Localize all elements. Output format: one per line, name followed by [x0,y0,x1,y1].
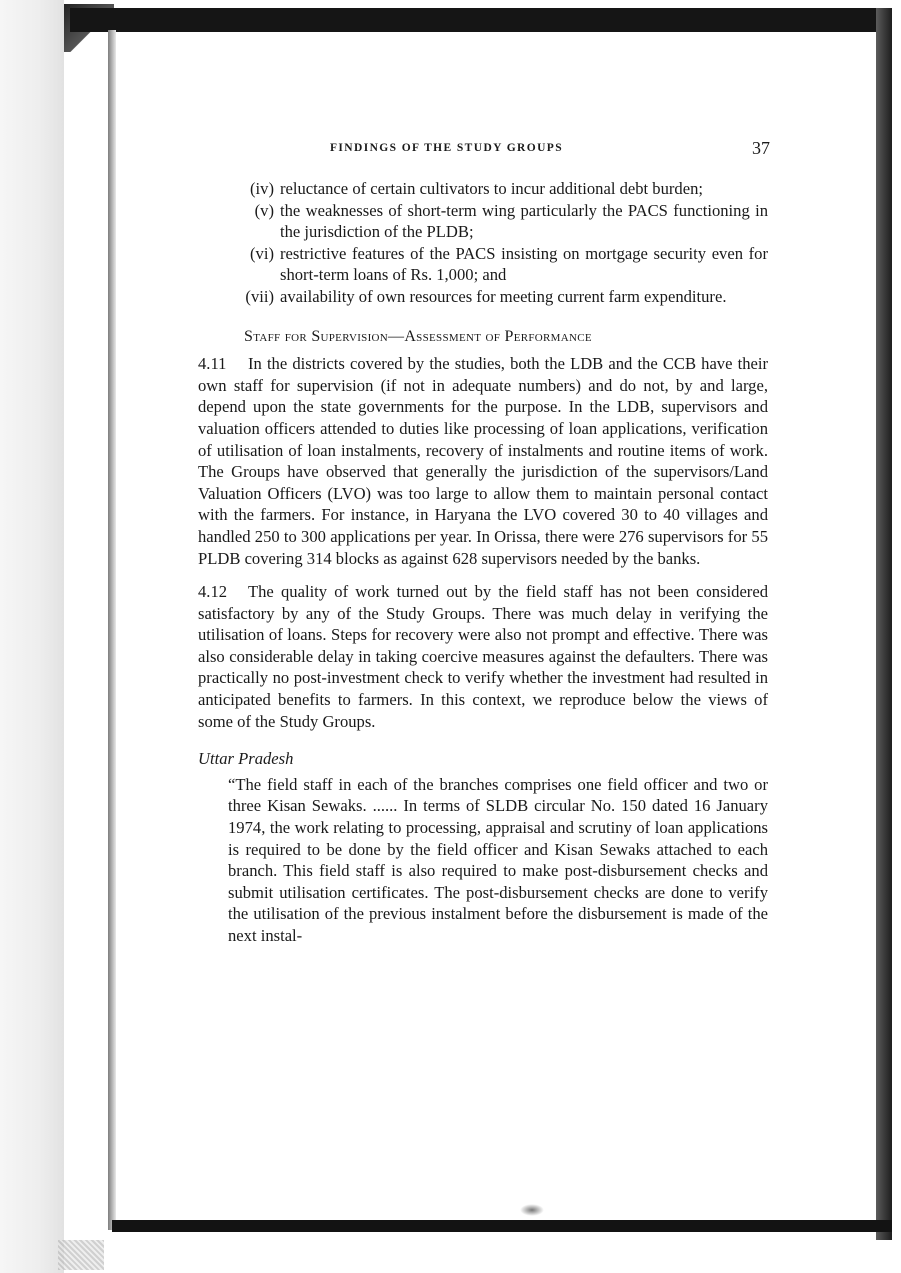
list-item [198,200,768,243]
list-item-number: (iv) [250,179,274,198]
paragraph-text: The quality of work turned out by the field staff has not been considered satisfactory by any of the Study Groups. There was much delay in verifying the utilisation of loans. Steps for recovery were also not prompt and effective. There was also considerable delay in taking coercive measures against the defaulters. There was practically no post-investment check to verify whether the investment had resulted in anticipated benefits to farmers. In this context, we reproduce below the views of some of the Study Groups. [198,582,768,731]
scan-top-border [70,8,892,32]
running-title: FINDINGS OF THE STUDY GROUPS [330,142,564,154]
ink-smudge [520,1204,544,1216]
paragraph-number: 4.11 [198,354,227,374]
list-item-number: (v) [254,200,274,220]
scan-bottom-border [112,1220,892,1232]
list-item-text: reluctance of certain cultivators to incur additional debt burden; [280,179,703,198]
paragraph-4-12 [198,581,768,732]
page-number: 37 [752,138,770,158]
block-quote: “The field staff in each of the branches comprises one field officer and two or three Kisan Sewaks. ...... In terms of SLDB circular No. 150 dated 16 January 1974, the work relating to processing, appraisal and scrutiny of loan applications is required to be done by the field officer and Kisan Sewaks attached to each branch. This field staff is also required to make post-disbursement checks and submit utilisation certificates. The post-disbursement checks are done to verify the utilisation of the previous instalment before the disbursement is made of the next instal- [228,774,768,945]
paragraph-number: 4.12 [198,582,228,602]
reasons-list [198,178,768,308]
list-item [198,286,768,308]
list-item-text: restrictive features of the PACS insisting on mortgage security even for short-term loans of Rs. 1,000; and [280,243,768,285]
list-item-number: (vi) [250,243,274,263]
scan-artifact [58,1240,104,1270]
list-item-text: availability of own resources for meeting current farm expenditure. [280,286,727,306]
list-item-text: the weaknesses of short-term wing particularly the PACS functioning in the jurisdiction of the PLDB; [280,200,768,242]
paragraph-text: In the districts covered by the studies, both the LDB and the CCB have their own staff for supervision (if not in adequate numbers) and do not, by and large, depend upon the state governments for the purpose. In the LDB, supervisors and valuation officers attended to duties like processing of loan applications, verification of utilisation of loan instalments, recovery of instalments and routine items of work. The Groups have observed that generally the jurisdiction of the supervisors/Land Valuation Officers (LVO) was too large to allow them to maintain personal contact with the farmers. For instance, in Haryana the LVO covered 30 to 40 villages and handled 250 to 300 applications per year. In Orissa, there were 276 supervisors for 55 PLDB covering 314 blocks as against 628 supervisors needed by the banks. [198,354,768,568]
scan-left-border [108,30,116,1230]
section-heading: Staff for Supervision—Assessment of Performance [244,327,592,345]
list-item [198,243,768,286]
scan-right-border [876,8,892,1240]
page-body [198,178,768,947]
running-header [330,138,770,164]
subheading: Uttar Pradesh [198,749,294,769]
list-item [198,178,768,200]
paragraph-4-11 [198,353,768,569]
scan-margin [0,0,64,1273]
list-item-number: (vii) [245,286,274,306]
